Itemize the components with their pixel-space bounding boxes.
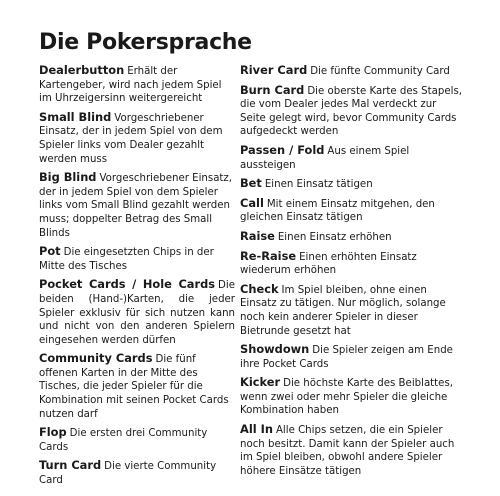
definition: Die vierte Community Card <box>39 461 217 487</box>
glossary-left-column <box>39 64 235 493</box>
term: Flop <box>39 425 67 440</box>
definition: Einen Einsatz tätigen <box>264 179 373 191</box>
glossary-entry-turn-card <box>39 459 235 487</box>
glossary-entry-passen-fold <box>240 144 462 172</box>
glossary-right-column <box>240 64 462 483</box>
glossary-entry-pot <box>39 245 235 273</box>
definition: Alle Chips setzen, die ein Spieler noch besitzt. Damit kann der Spieler auch im Spiel bleiben, obwohl andere Spieler höhere Einsätze tätigen <box>240 425 455 477</box>
glossary-entry-bet <box>240 177 462 192</box>
definition: Vorgeschriebener Einsatz, der in jedem Spiel von dem Spieler links vom Dealer gezahlt werden muss <box>39 112 223 165</box>
term: Burn Card <box>240 82 305 97</box>
term: All In <box>240 422 273 437</box>
term: Community Cards <box>39 351 153 366</box>
definition: Mit einem Einsatz mitgehen, den gleichen Einsatz tätigen <box>240 198 435 224</box>
term: Turn Card <box>39 458 102 473</box>
term: River Card <box>240 63 308 77</box>
glossary-entry-flop <box>39 426 235 454</box>
term: Bet <box>240 176 262 191</box>
definition: Die fünfte Community Card <box>310 66 450 77</box>
glossary-entry-re-raise <box>240 250 462 278</box>
glossary-entry-big-blind <box>39 171 235 240</box>
definition: Die höchste Karte des Beiblattes, wenn zwei oder mehr Spieler die gleiche Kombination haben <box>240 378 453 417</box>
glossary-entry-all-in <box>240 423 462 478</box>
glossary-entry-call <box>240 197 462 225</box>
glossary-entry-river-card <box>240 64 462 79</box>
term: Pocket Cards / Hole Cards <box>39 277 216 292</box>
term: Call <box>240 195 264 210</box>
glossary-entry-check <box>240 283 462 338</box>
glossary-entry-small-blind <box>39 111 235 166</box>
glossary-entry-community-cards <box>39 352 235 421</box>
definition: Die ersten drei Community Cards <box>39 428 208 453</box>
term: Check <box>240 281 279 296</box>
term: Dealerbutton <box>39 63 125 77</box>
definition: Im Spiel bleiben, ohne einen Einsatz zu tätigen. Nur möglich, solange noch kein anderer Spieler in dieser Bietrunde gesetzt hat <box>240 284 446 337</box>
term: Re-Raise <box>240 248 297 263</box>
glossary-entry-showdown <box>240 343 462 371</box>
term: Big Blind <box>39 170 97 185</box>
term: Showdown <box>240 342 310 357</box>
term: Pot <box>39 244 61 259</box>
term: Small Blind <box>39 109 112 124</box>
definition: Die oberste Karte des Stapels, die vom Dealer jedes Mal verdeckt zur Seite gelegt wird, bevor Community Cards aufgedeckt werden <box>240 85 462 138</box>
term: Passen / Fold <box>240 142 325 157</box>
definition: Aus einem Spiel aussteigen <box>240 145 410 171</box>
definition: Vorgeschriebener Einsatz, der in jedem Spiel von dem Spieler links vom Small Blind gezahlt werden muss; doppelter Betrag des Small Blinds <box>39 173 233 239</box>
glossary-entry-pocket-cards <box>39 278 235 347</box>
definition: Die fünf offenen Karten in der Mitte des Tisches, die jeder Spieler für die Kombination mit seinen Pocket Cards nutzen darf <box>39 354 229 420</box>
definition: Einen erhöhten Einsatz wiederum erhöhen <box>240 251 417 277</box>
page-title: Die Pokersprache <box>39 30 252 55</box>
definition: Die Spieler zeigen am Ende ihre Pocket Cards <box>240 345 453 370</box>
glossary-entry-burn-card <box>240 84 462 139</box>
definition: Die beiden (Hand-)Karten, die jeder Spieler exklusiv für sich nutzen kann und nicht von den anderen Spielern eingesehen werden dürfen <box>39 280 235 346</box>
glossary-entry-kicker <box>240 376 462 418</box>
glossary-entry-raise <box>240 230 462 245</box>
definition: Die eingesetzten Chips in der Mitte des Tisches <box>39 247 214 272</box>
glossary-entry-dealerbutton <box>39 64 235 106</box>
definition: Einen Einsatz erhöhen <box>277 231 392 243</box>
definition: Erhält der Kartengeber, wird nach jedem Spiel im Uhrzeigersinn weitergereicht <box>39 66 222 105</box>
term: Kicker <box>240 375 281 390</box>
term: Raise <box>240 228 275 243</box>
